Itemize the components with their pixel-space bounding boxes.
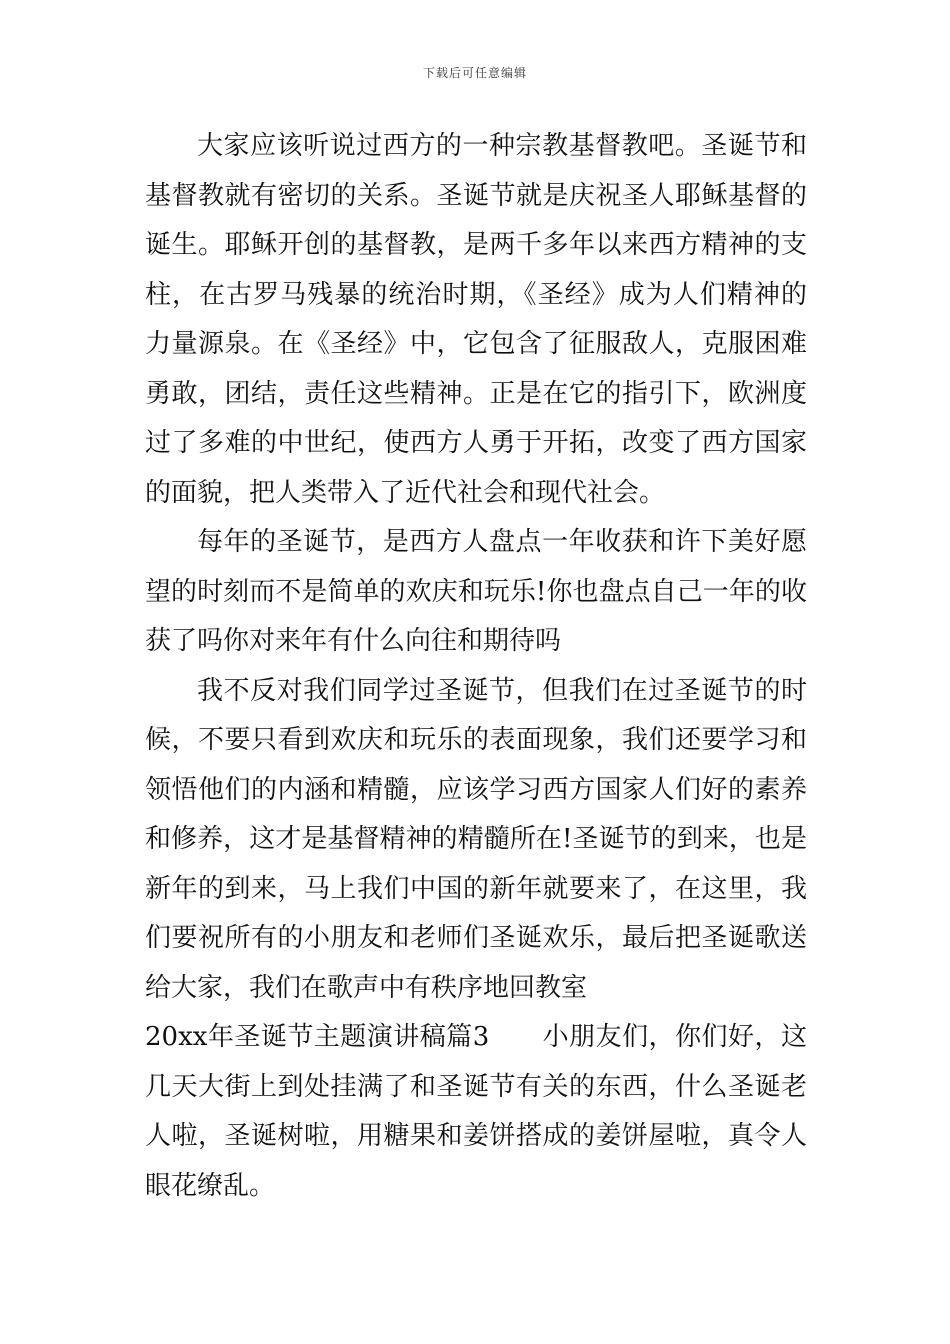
paragraph-annual-reflection: 每年的圣诞节，是西方人盘点一年收获和许下美好愿望的时刻而不是简单的欢庆和玩乐!你也盘点自己一年的收获了吗你对来年有什么向往和期待吗 — [145, 527, 807, 656]
paragraph-speech-3-intro: 20xx年圣诞节主题演讲稿篇3 小朋友们，你们好，这几天大街上到处挂满了和圣诞节有关的东西，什么圣诞老人啦，圣诞树啦，用糖果和姜饼搭成的姜饼屋啦，真令人眼花缭乱。 — [145, 1022, 807, 1201]
paragraph-christianity-history: 大家应该听说过西方的一种宗教基督教吧。圣诞节和基督教就有密切的关系。圣诞节就是庆祝圣人耶稣基督的诞生。耶稣开创的基督教，是两千多年以来西方精神的支柱，在古罗马残暴的统治时期，《圣经》成为人们精神的力量源泉。在《圣经》中，它包含了征服敌人，克服困难勇敢，团结，责任这些精神。正是在它的指引下，欧洲度过了多难的中世纪，使西方人勇于开拓，改变了西方国家的面貌，把人类带入了近代社会和现代社会。 — [145, 131, 807, 508]
paragraph-celebration-advice: 我不反对我们同学过圣诞节，但我们在过圣诞节的时候，不要只看到欢庆和玩乐的表面现象，我们还要学习和领悟他们的内涵和精髓，应该学习西方国家人们好的素养和修养，这才是基督精神的精髓所在!圣诞节的到来，也是新年的到来，马上我们中国的新年就要来了，在这里，我们要祝所有的小朋友和老师们圣诞欢乐，最后把圣诞歌送给大家，我们在歌声中有秩序地回教室 — [145, 675, 807, 1003]
document-body — [145, 122, 807, 1211]
page-header-note: 下载后可任意编辑 — [422, 66, 527, 80]
